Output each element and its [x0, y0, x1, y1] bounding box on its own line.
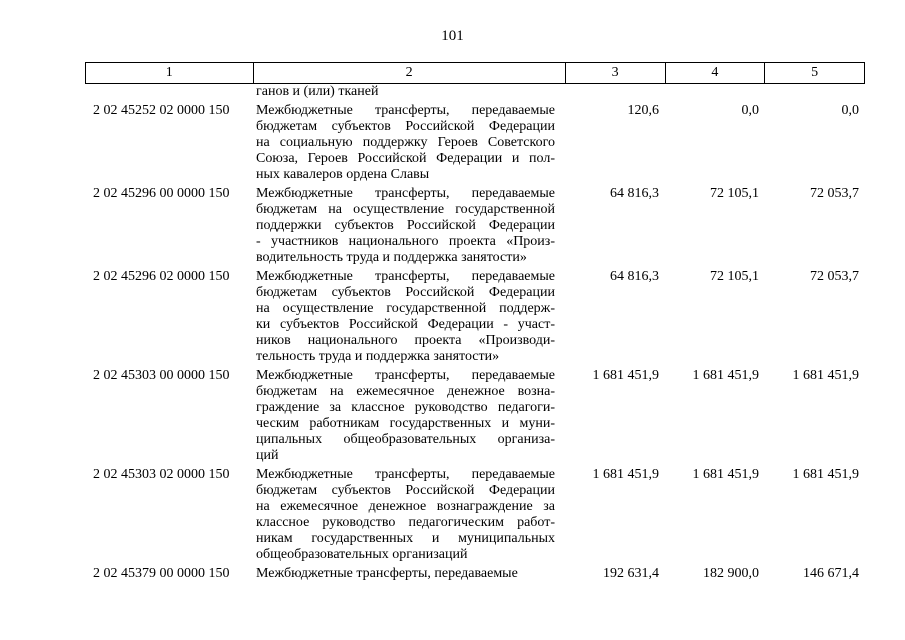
row-value-col-5: 72 053,7: [810, 269, 859, 284]
row-name-line: Межбюджетные трансферты, передаваемые: [256, 186, 555, 201]
row-name-line: бюджетам субъектов Российской Федерации: [256, 483, 555, 498]
row-value-col-3: 1 681 451,9: [592, 467, 659, 482]
table-body: [85, 103, 865, 582]
row-value-col-4: 0,0: [741, 103, 759, 118]
row-name-line: тельность труда и поддержка занятости»: [256, 349, 500, 364]
budget-table: [85, 62, 865, 582]
row-name-line: - участников национального проекта «Произ-: [256, 234, 555, 249]
row-name-line: Межбюджетные трансферты, передаваемые: [256, 103, 555, 118]
row-name-line: Межбюджетные трансферты, передаваемые: [256, 467, 555, 482]
row-code: 2 02 45303 02 0000 150: [93, 467, 230, 482]
row-name-line: никам государственных и муниципальных: [256, 531, 555, 546]
table-row: [85, 186, 865, 266]
row-name-line: поддержки субъектов Российской Федерации: [256, 218, 555, 233]
row-name-line: Межбюджетные трансферты, передаваемые: [256, 269, 555, 284]
page-number: 101: [441, 28, 464, 44]
row-name: [252, 269, 565, 365]
header-col-3: 3: [565, 63, 665, 83]
row-name-line: бюджетам на осуществление государственной: [256, 202, 555, 217]
carry-over-code-cell: [85, 84, 252, 100]
row-value-col-5: 146 671,4: [803, 566, 859, 581]
table-row: [85, 269, 865, 365]
row-value-col-5: 72 053,7: [810, 186, 859, 201]
table-header-row: [85, 62, 865, 84]
row-name: [252, 368, 565, 464]
table-row: [85, 467, 865, 563]
row-value-col-5: 1 681 451,9: [792, 467, 859, 482]
row-name-line: общеобразовательных организаций: [256, 547, 468, 562]
header-col-1: 1: [165, 65, 173, 80]
header-col-4: 4: [665, 63, 765, 83]
carry-over-text: ганов и (или) тканей: [256, 84, 379, 99]
row-value-col-5: 0,0: [841, 103, 859, 118]
row-name-line: граждение за классное руководство педагоги-: [256, 400, 555, 415]
row-name-line: ципальных общеобразовательных организа-: [256, 432, 555, 447]
header-col-2: 2: [253, 63, 565, 83]
row-name-line: ческим работникам государственных и муни-: [256, 416, 555, 431]
row-value-col-4: 1 681 451,9: [692, 467, 759, 482]
row-name-line: ников национального проекта «Производи-: [256, 333, 555, 348]
row-name-line: ки субъектов Российской Федерации - участ-: [256, 317, 555, 332]
row-name-line: ций: [256, 448, 279, 463]
row-code: 2 02 45252 02 0000 150: [93, 103, 230, 118]
row-name-line: бюджетам субъектов Российской Федерации: [256, 285, 555, 300]
row-value-col-4: 1 681 451,9: [692, 368, 759, 383]
row-value-col-5: 1 681 451,9: [792, 368, 859, 383]
row-name-line: водительность труда и поддержка занятости»: [256, 250, 527, 265]
row-code: 2 02 45296 02 0000 150: [93, 269, 230, 284]
row-value-col-4: 72 105,1: [710, 269, 759, 284]
row-name-line: на осуществление государственной поддерж-: [256, 301, 555, 316]
row-name-line: на социальную поддержку Героев Советского: [256, 135, 555, 150]
row-code: 2 02 45296 00 0000 150: [93, 186, 230, 201]
row-name: [252, 566, 565, 582]
row-name: [252, 103, 565, 183]
row-code: 2 02 45303 00 0000 150: [93, 368, 230, 383]
header-col-5: 5: [764, 63, 864, 83]
row-name-line: бюджетам на ежемесячное денежное возна-: [256, 384, 555, 399]
row-name-line: Межбюджетные трансферты, передаваемые: [256, 368, 555, 383]
row-name-line: бюджетам субъектов Российской Федерации: [256, 119, 555, 134]
table-row: [85, 103, 865, 183]
table-row: [85, 368, 865, 464]
carry-over-row: [85, 84, 865, 100]
row-name-line: ных кавалеров ордена Славы: [256, 167, 430, 182]
table-row: [85, 566, 865, 582]
row-code: 2 02 45379 00 0000 150: [93, 566, 230, 581]
row-value-col-3: 64 816,3: [610, 269, 659, 284]
row-value-col-4: 72 105,1: [710, 186, 759, 201]
row-name-line: классное руководство педагогическим работ-: [256, 515, 555, 530]
row-name-line: Межбюджетные трансферты, передаваемые: [256, 566, 518, 581]
row-value-col-3: 120,6: [627, 103, 659, 118]
row-value-col-4: 182 900,0: [703, 566, 759, 581]
row-name: [252, 186, 565, 266]
row-value-col-3: 64 816,3: [610, 186, 659, 201]
row-value-col-3: 1 681 451,9: [592, 368, 659, 383]
row-name-line: на ежемесячное денежное вознаграждение за: [256, 499, 555, 514]
row-name-line: Союза, Героев Российской Федерации и пол-: [256, 151, 555, 166]
row-value-col-3: 192 631,4: [603, 566, 659, 581]
row-name: [252, 467, 565, 563]
